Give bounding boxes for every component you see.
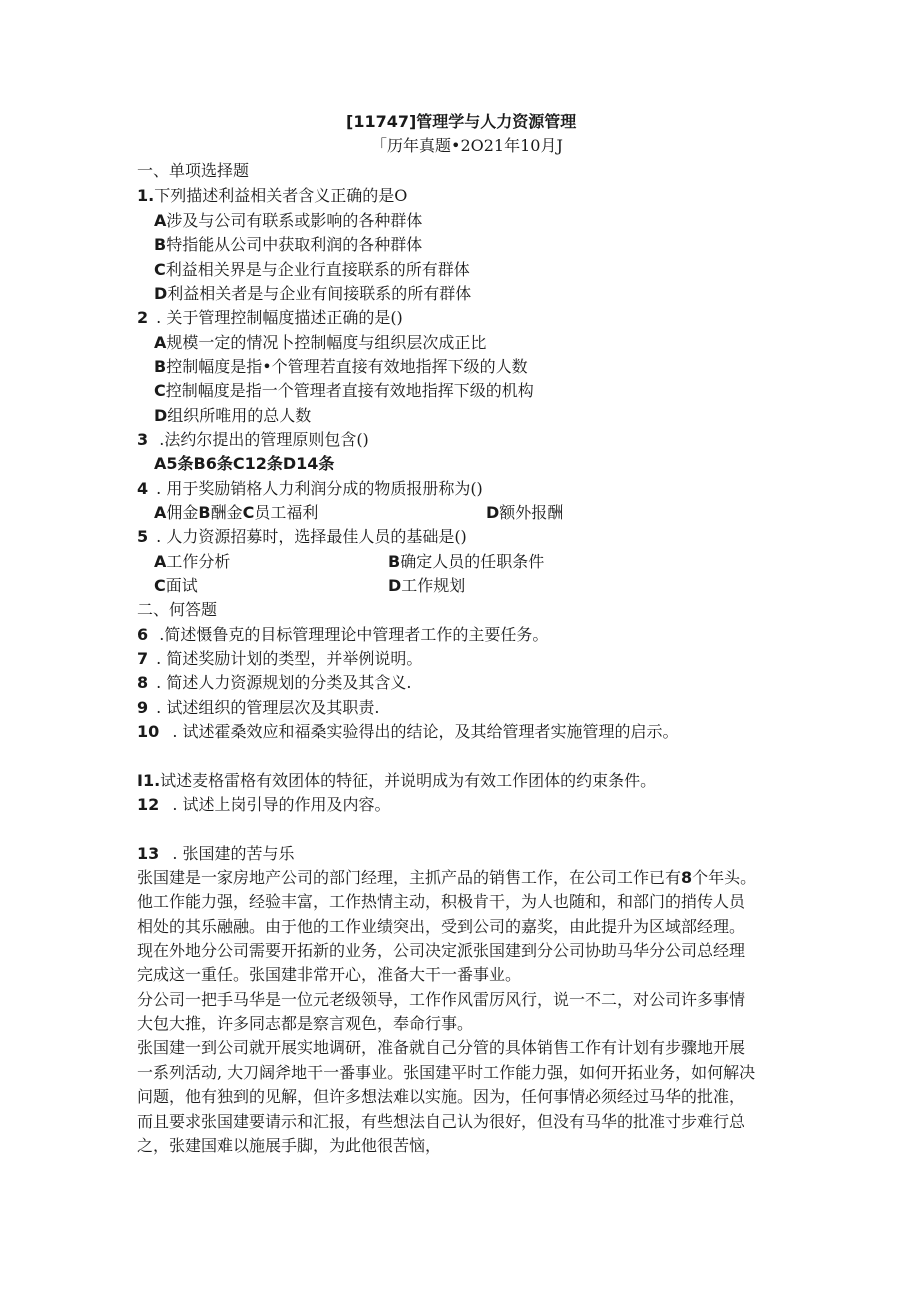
case-line-8: 张国建一到公司就开展实地调研，准备就自己分管的具体销售工作有计划有步骤地开展 (137, 1038, 746, 1057)
q2-option-c: C控制幅度是指一个管理者直接有效地指挥下级的机构 (154, 381, 534, 400)
question-13: 13 . 张国建的苦与乐 (137, 844, 295, 863)
question-9: 9 . 试述组织的管理层次及其职责. (137, 698, 380, 717)
q2-option-a: A规模一定的情况卜控制幅度与组织层次成正比 (154, 333, 487, 352)
q1-option-a: A涉及与公司有联系或影响的各种群体 (154, 211, 423, 230)
case-line-9: 一系列活动, 大刀阔斧地干一番事业。张国建平时工作能力强，如何开拓业务，如何解决 (137, 1063, 756, 1082)
document-subtitle: 「历年真题•2O21年10月J (371, 136, 563, 155)
question-8: 8 . 简述人力资源规划的分类及其含义. (137, 673, 412, 692)
question-10: 10 . 试述霍桑效应和福桑实验得出的结论，及其给管理者实施管理的启示。 (137, 722, 679, 741)
q1-option-d: D利益相关者是与企业有间接联系的所有群体 (154, 284, 472, 303)
case-line-6: 分公司一把手马华是一位元老级领导，工作作风雷厉风行，说一不二，对公司许多事情 (137, 990, 746, 1009)
q5-option-d: D工作规划 (388, 576, 466, 595)
question-2: 2 . 关于管理控制幅度描述正确的是() (137, 308, 403, 327)
question-12: 12 . 试述上岗引导的作用及内容。 (137, 795, 391, 814)
case-line-5: 完成这一重任。张国建非常开心，准备大干一番事业。 (137, 965, 522, 984)
section-heading-short-answer: 二、何答题 (137, 600, 218, 619)
case-line-11: 而且要求张国建要请示和汇报，有些想法自己认为很好，但没有马华的批准寸步难行总 (137, 1112, 746, 1131)
case-line-1: 张国建是一家房地产公司的部门经理，主抓产品的销售工作，在公司工作已有8个年头。 (137, 868, 757, 887)
case-line-7: 大包大推，许多同志都是察言观色，奉命行事。 (137, 1014, 474, 1033)
q5-option-c: C面试 (154, 576, 198, 595)
q1-option-c: C利益相关界是与企业行直接联系的所有群体 (154, 260, 470, 279)
question-6: 6 .简述慑鲁克的目标管理理论中管理者工作的主要任务。 (137, 625, 549, 644)
q2-option-d: D组织所唯用的总人数 (154, 406, 312, 425)
question-7: 7 . 简述奖励计划的类型，并举例说明。 (137, 649, 423, 668)
q5-option-a: A工作分析 (154, 552, 231, 571)
q3-options: A5条B6条C12条D14条 (154, 454, 335, 473)
document-title: [11747]管理学与人力资源管理 (346, 112, 577, 131)
case-line-10: 问题，他有独到的见解，但许多想法难以实施。因为，任何事情必须经过马华的批准， (137, 1087, 746, 1106)
case-line-2: 他工作能力强，经验丰富，工作热情主动，积极肯干，为人也随和，和部门的捎传人员 (137, 892, 746, 911)
q4-options-abc: A佣金B酬金C员工福利 (154, 503, 319, 522)
case-line-12: 之，张建国难以施展手脚，为此他很苦恼， (137, 1136, 442, 1155)
q4-option-d: D额外报酬 (486, 503, 564, 522)
question-1: 1.下列描述利益相关者含义正确的是O (137, 186, 408, 205)
section-heading-single-choice: 一、单项选择题 (137, 161, 250, 180)
q5-option-b: B确定人员的任职条件 (388, 552, 545, 571)
question-5: 5 . 人力资源招募时，选择最佳人员的基础是() (137, 527, 467, 546)
q2-option-b: B控制幅度是指•个管理若直接有效地指挥下级的人数 (154, 357, 528, 376)
question-11: I1.试述麦格雷格有效团体的特征，并说明成为有效工作团体的约束条件。 (137, 771, 657, 790)
case-line-4: 现在外地分公司需要开拓新的业务，公司决定派张国建到分公司协助马华分公司总经理 (137, 941, 746, 960)
question-4: 4 . 用于奖励销格人力利润分成的物质报册称为() (137, 479, 483, 498)
question-3: 3 .法约尔提出的管理原则包含() (137, 430, 369, 449)
q1-option-b: B特指能从公司中获取利润的各种群体 (154, 235, 423, 254)
case-line-3: 相处的其乐融融。由于他的工作业绩突出，受到公司的嘉奖，由此提升为区域部经理。 (137, 917, 746, 936)
